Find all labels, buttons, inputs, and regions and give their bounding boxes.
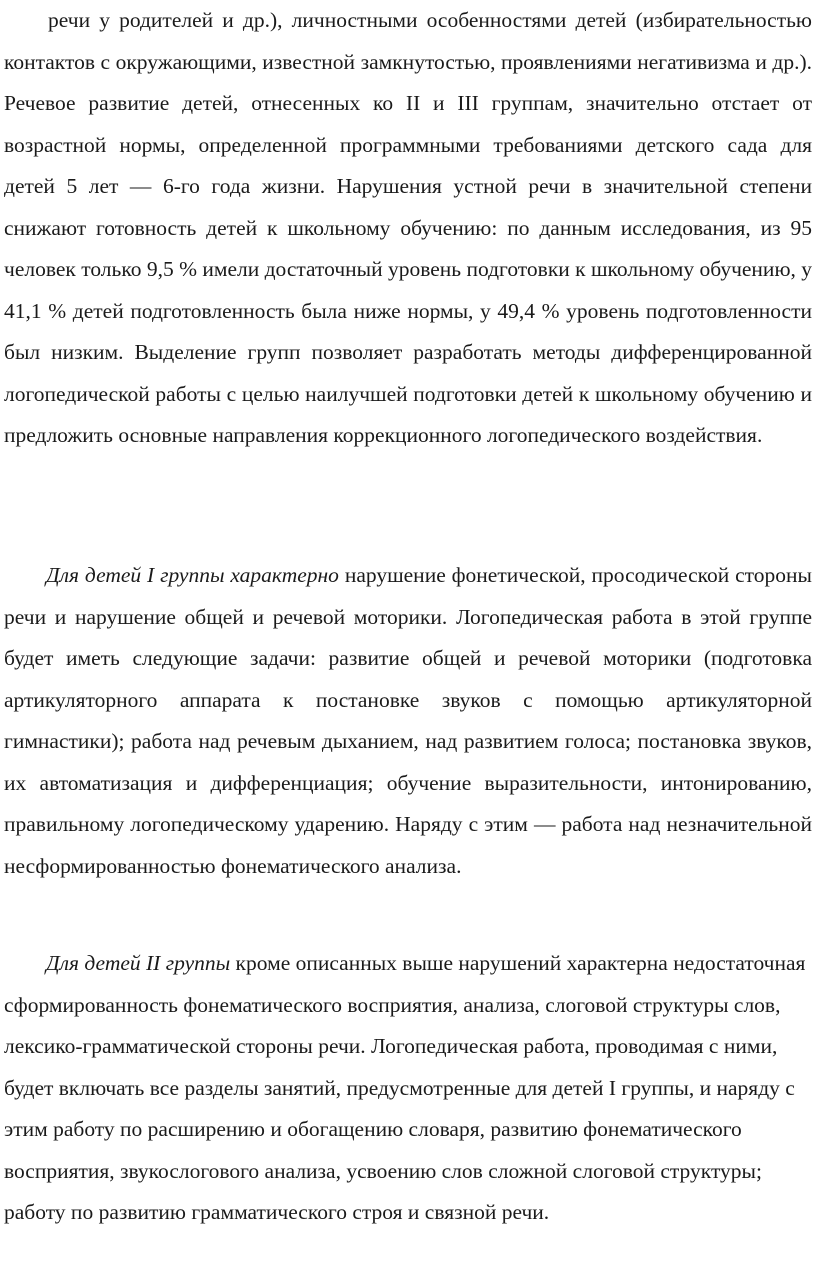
paragraph-intro-continued <box>4 0 812 457</box>
paragraph-group-1 <box>4 555 812 887</box>
paragraph-body: нарушение фонетической, просодической стороны речи и нарушение общей и речевой моторики. Логопедическая работа в этой группе будет иметь следующие задачи: развитие общей и речевой моторики (подготовка артикуляторного аппарата к постановке звуков с помощью артикуляторной гимнастики); работа над речевым дыханием, над развитием голоса; постановка звуков, их автоматизация и дифференциация; обучение выразительности, интонированию, правильному логопедическому ударению. Наряду с этим — работа над незначительной несформированностью фонематического анализа. <box>4 563 812 878</box>
paragraph-body: кроме описанных выше нарушений характерна недостаточная сформированность фонематического восприятия, анализа, слоговой структуры слов, лексико-грамматической стороны речи. Логопедическая работа, проводимая с ними, будет включать все разделы занятий, предусмотренные для детей I группы, и наряду с этим работу по расширению и обогащению словаря, развитию фонематического восприятия, звукослогового анализа, усвоению слов сложной слоговой структуры; работу по развитию грамматического строя и связной речи. <box>4 951 806 1224</box>
paragraph-lead-italic: Для детей I группы характерно <box>46 563 339 587</box>
paragraph-lead-italic: Для детей II группы <box>46 951 231 975</box>
paragraph-body: речи у родителей и др.), личностными особенностями детей (избирательностью контактов с окружающими, известной замкнутостью, проявлениями негативизма и др.). Речевое развитие детей, отнесенных ко II и III группам, значительно отстает от возрастной нормы, определенной программными требованиями детского сада для детей 5 лет — 6-го года жизни. Нарушения устной речи в значительной степени снижают готовность детей к школьному обучению: по данным исследования, из 95 человек только 9,5 % имели достаточный уровень подготовки к школьному обучению, у 41,1 % детей подготовленность была ниже нормы, у 49,4 % уровень подготовленности был низким. Выделение групп позволяет разработать методы дифференцированной логопедической работы с целью наилучшей подготовки детей к школьному обучению и предложить основные направления коррекционного логопедического воздействия. <box>4 8 813 447</box>
paragraph-group-2 <box>4 943 816 1234</box>
